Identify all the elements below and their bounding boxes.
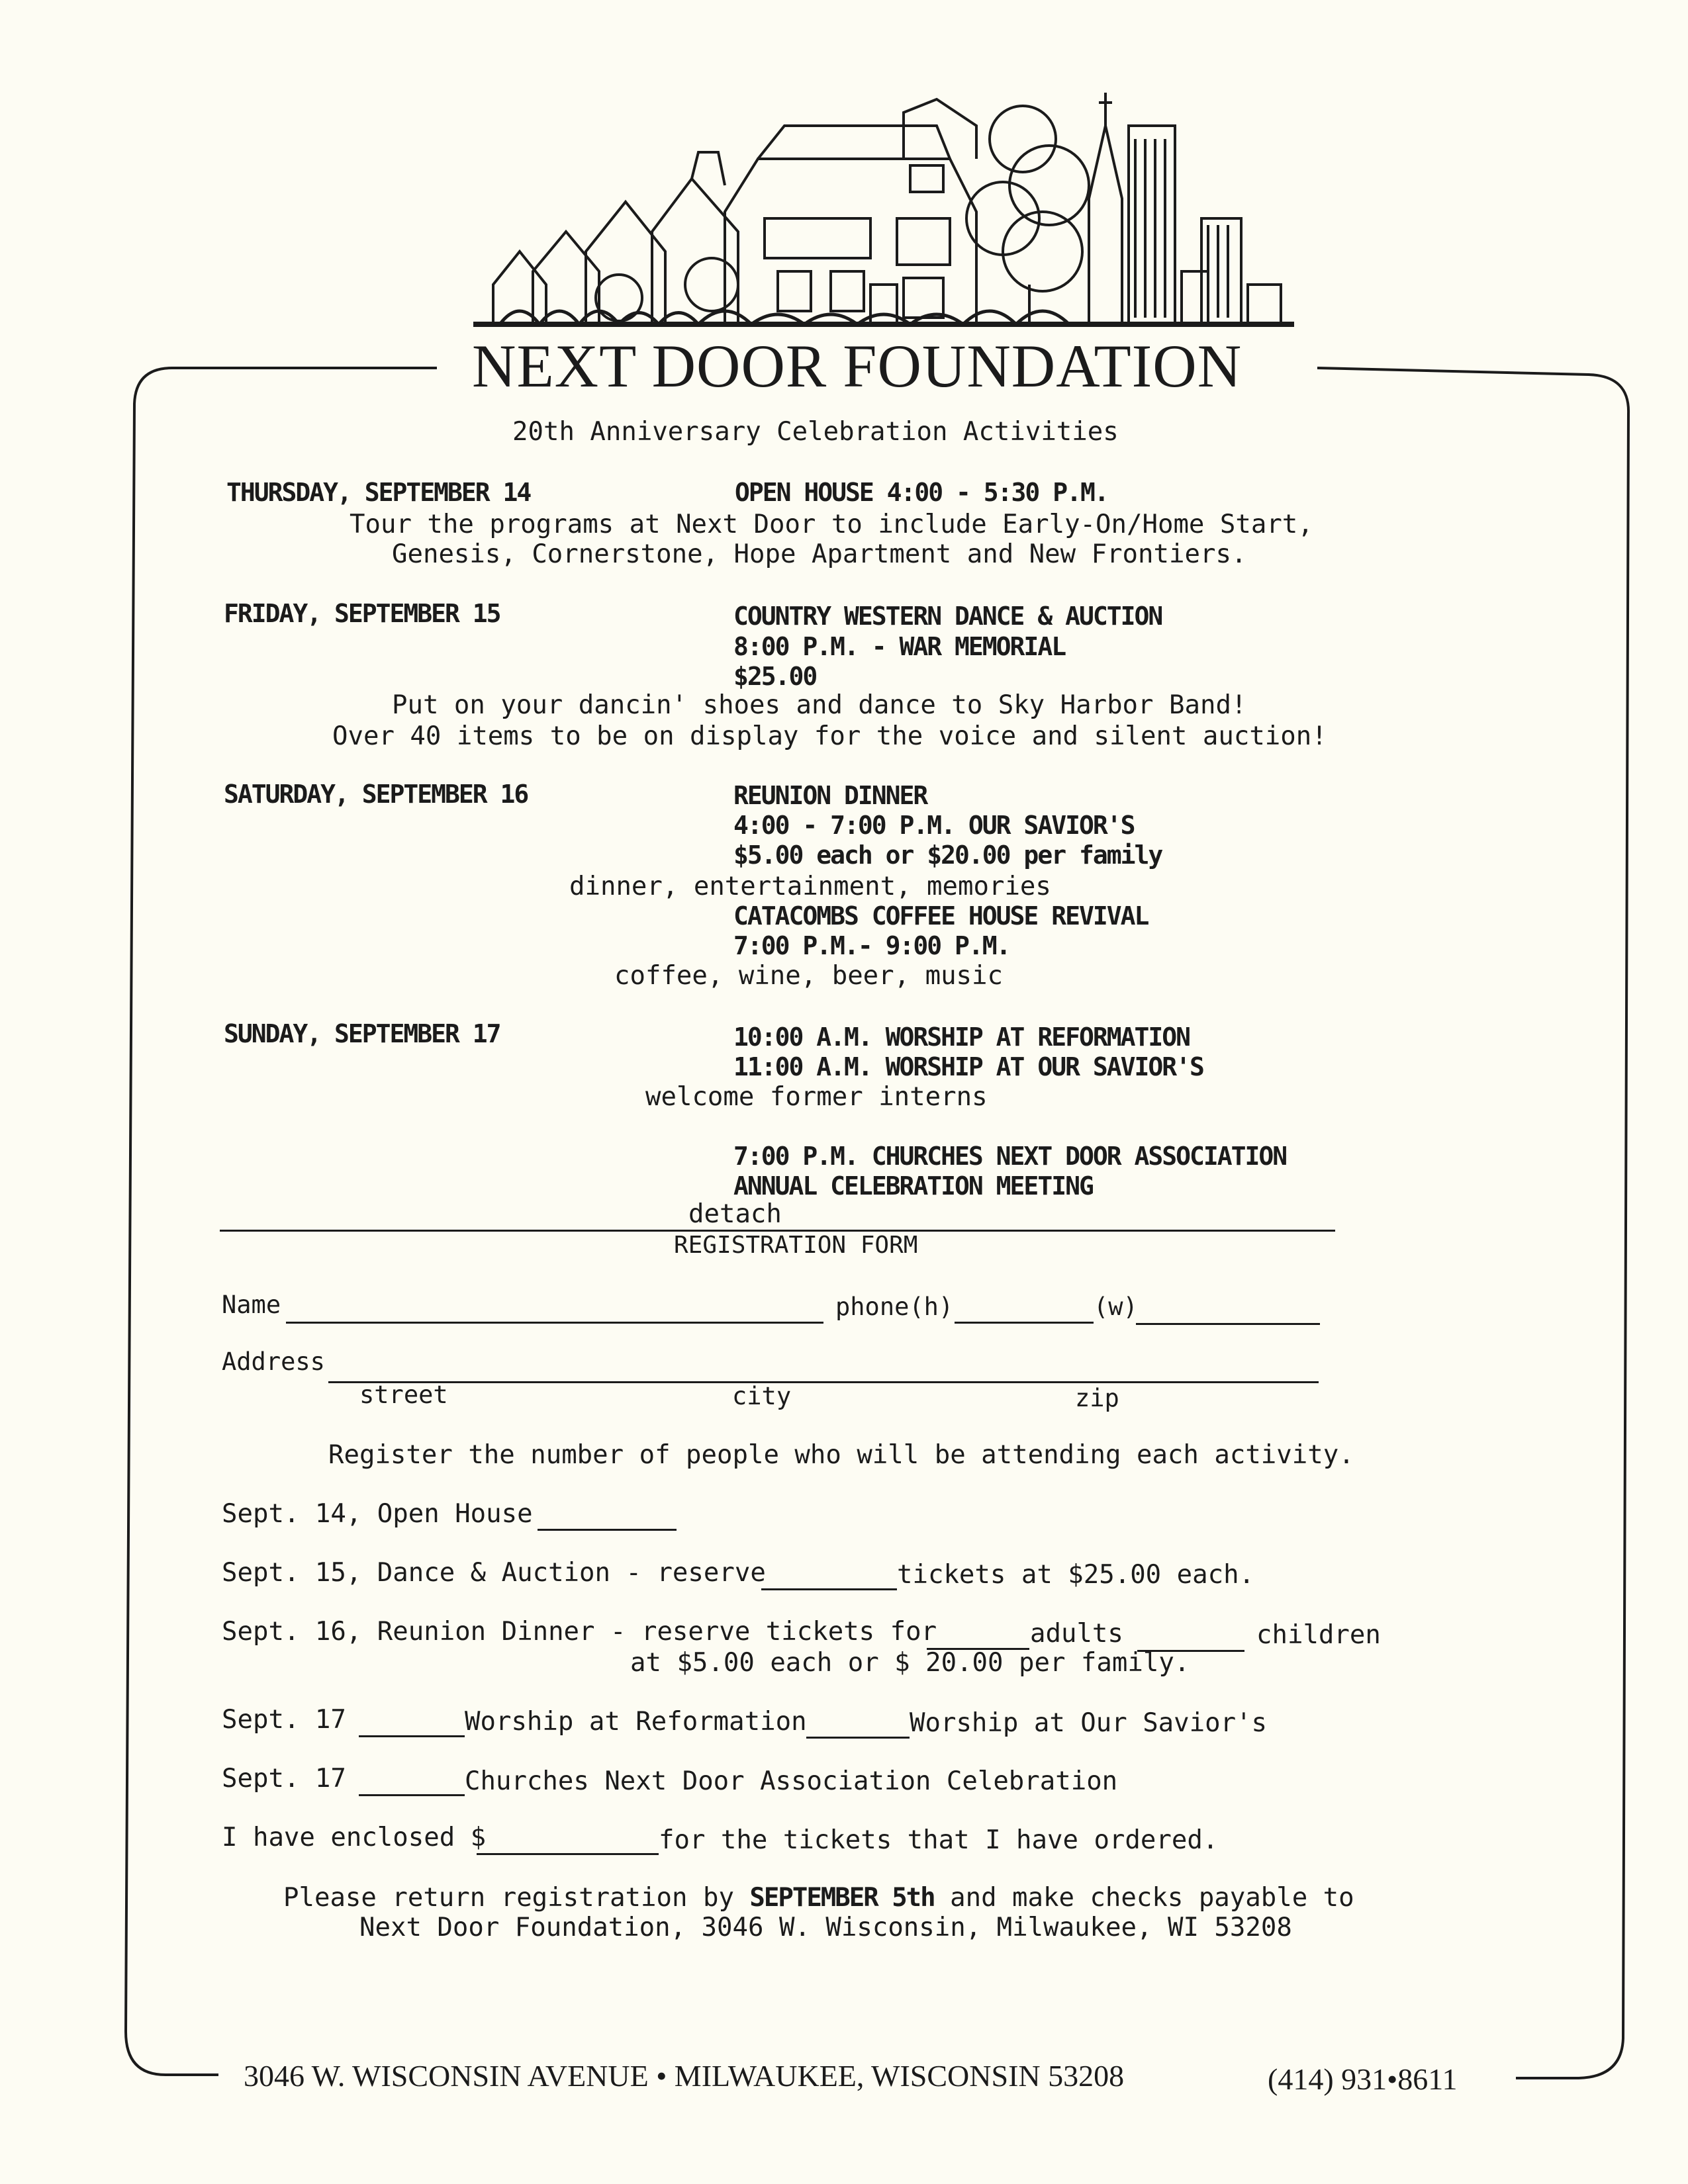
- saturday-desc-1: dinner, entertainment, memories: [569, 872, 1051, 901]
- dance-auction-label: Sept. 15, Dance & Auction - reserve: [222, 1558, 766, 1588]
- dance-tickets-field[interactable]: [761, 1588, 897, 1590]
- friday-price: $25.00: [733, 662, 817, 691]
- thursday-day: THURSDAY, SEPTEMBER 14: [226, 478, 531, 507]
- return-text-a: Please return registration by: [283, 1883, 750, 1913]
- enclosed-label: I have enclosed $: [222, 1823, 487, 1852]
- return-text-c: and make checks payable to: [934, 1883, 1354, 1913]
- neighborhood-logo-illustration: [473, 86, 1294, 332]
- association-celebration-field[interactable]: [359, 1794, 465, 1796]
- dinner-price-note: at $5.00 each or $ 20.00 per family.: [630, 1648, 1190, 1678]
- footer-phone: (414) 931•8611: [1268, 2062, 1458, 2096]
- subtitle: 20th Anniversary Celebration Activities: [512, 417, 1119, 447]
- org-title: NEXT DOOR FOUNDATION: [472, 332, 1243, 400]
- street-label: street: [359, 1381, 448, 1409]
- association-celebration-label: Churches Next Door Association Celebration: [465, 1766, 1118, 1796]
- name-label: Name: [222, 1291, 281, 1319]
- sept17-association-label: Sept. 17: [222, 1764, 346, 1794]
- dinner-children-label: children: [1256, 1620, 1381, 1650]
- enclosed-suffix: for the tickets that I have ordered.: [659, 1825, 1219, 1855]
- sunday-event-1: 10:00 A.M. WORSHIP AT REFORMATION: [733, 1023, 1190, 1052]
- return-instructions-line-1: [283, 1883, 1354, 1913]
- sunday-event-3: 7:00 P.M. CHURCHES NEXT DOOR ASSOCIATION: [733, 1142, 1287, 1171]
- register-instruction: Register the number of people who will be attending each activity.: [328, 1440, 1354, 1470]
- saturday-desc-2: coffee, wine, beer, music: [614, 961, 1003, 991]
- sunday-event-2: 11:00 A.M. WORSHIP AT OUR SAVIOR'S: [733, 1052, 1203, 1081]
- city-label: city: [732, 1382, 792, 1410]
- saturday-time-1: 4:00 - 7:00 P.M. OUR SAVIOR'S: [733, 811, 1135, 840]
- worship-reformation-field[interactable]: [359, 1735, 465, 1737]
- saturday-day: SATURDAY, SEPTEMBER 16: [224, 780, 528, 809]
- sept17-worship-label: Sept. 17: [222, 1705, 346, 1735]
- reunion-dinner-label: Sept. 16, Reunion Dinner - reserve tickets for: [222, 1617, 937, 1647]
- friday-day: FRIDAY, SEPTEMBER 15: [224, 599, 500, 628]
- address-label: Address: [222, 1347, 325, 1376]
- friday-time: 8:00 P.M. - WAR MEMORIAL: [733, 632, 1066, 661]
- registration-form-title: REGISTRATION FORM: [674, 1232, 918, 1259]
- friday-event: COUNTRY WESTERN DANCE & AUCTION: [733, 602, 1162, 631]
- phone-home-label: phone(h): [835, 1293, 954, 1321]
- phone-home-field[interactable]: [955, 1322, 1094, 1324]
- friday-desc-1: Put on your dancin' shoes and dance to Sky Harbor Band!: [392, 690, 1247, 720]
- return-instructions-line-2: Next Door Foundation, 3046 W. Wisconsin, Milwaukee, WI 53208: [359, 1913, 1292, 1942]
- saturday-event-2: CATACOMBS COFFEE HOUSE REVIVAL: [733, 901, 1149, 931]
- sunday-day: SUNDAY, SEPTEMBER 17: [224, 1019, 500, 1048]
- saturday-price-1: $5.00 each or $20.00 per family: [733, 841, 1162, 870]
- name-field[interactable]: [286, 1322, 823, 1324]
- phone-work-field[interactable]: [1136, 1323, 1320, 1325]
- saturday-time-2: 7:00 P.M.- 9:00 P.M.: [733, 931, 1010, 960]
- thursday-desc-1: Tour the programs at Next Door to include Early-On/Home Start,: [350, 510, 1313, 539]
- footer-address: 3046 W. WISCONSIN AVENUE • MILWAUKEE, WISCONSIN 53208: [244, 2059, 1125, 2093]
- detach-label: detach: [688, 1199, 782, 1229]
- sunday-event-3b: ANNUAL CELEBRATION MEETING: [733, 1171, 1093, 1201]
- thursday-desc-2: Genesis, Cornerstone, Hope Apartment and New Frontiers.: [392, 539, 1247, 569]
- zip-label: zip: [1075, 1384, 1119, 1412]
- friday-desc-2: Over 40 items to be on display for the voice and silent auction!: [332, 721, 1327, 751]
- worship-our-saviors-label: Worship at Our Savior's: [910, 1708, 1268, 1738]
- thursday-event: OPEN HOUSE 4:00 - 5:30 P.M.: [735, 478, 1108, 507]
- saturday-event-1: REUNION DINNER: [733, 781, 927, 810]
- return-deadline: SEPTEMBER 5th: [749, 1883, 935, 1913]
- sunday-desc-1: welcome former interns: [645, 1082, 988, 1112]
- dinner-adults-label: adults: [1030, 1619, 1123, 1649]
- enclosed-amount-field[interactable]: [477, 1853, 659, 1855]
- worship-reformation-label: Worship at Reformation: [465, 1707, 807, 1737]
- open-house-label: Sept. 14, Open House: [222, 1499, 533, 1529]
- dance-tickets-suffix: tickets at $25.00 each.: [897, 1560, 1255, 1590]
- worship-our-saviors-field[interactable]: [806, 1737, 910, 1739]
- address-field[interactable]: [328, 1381, 1319, 1383]
- open-house-count-field[interactable]: [538, 1529, 677, 1531]
- phone-work-label: (w): [1094, 1293, 1138, 1321]
